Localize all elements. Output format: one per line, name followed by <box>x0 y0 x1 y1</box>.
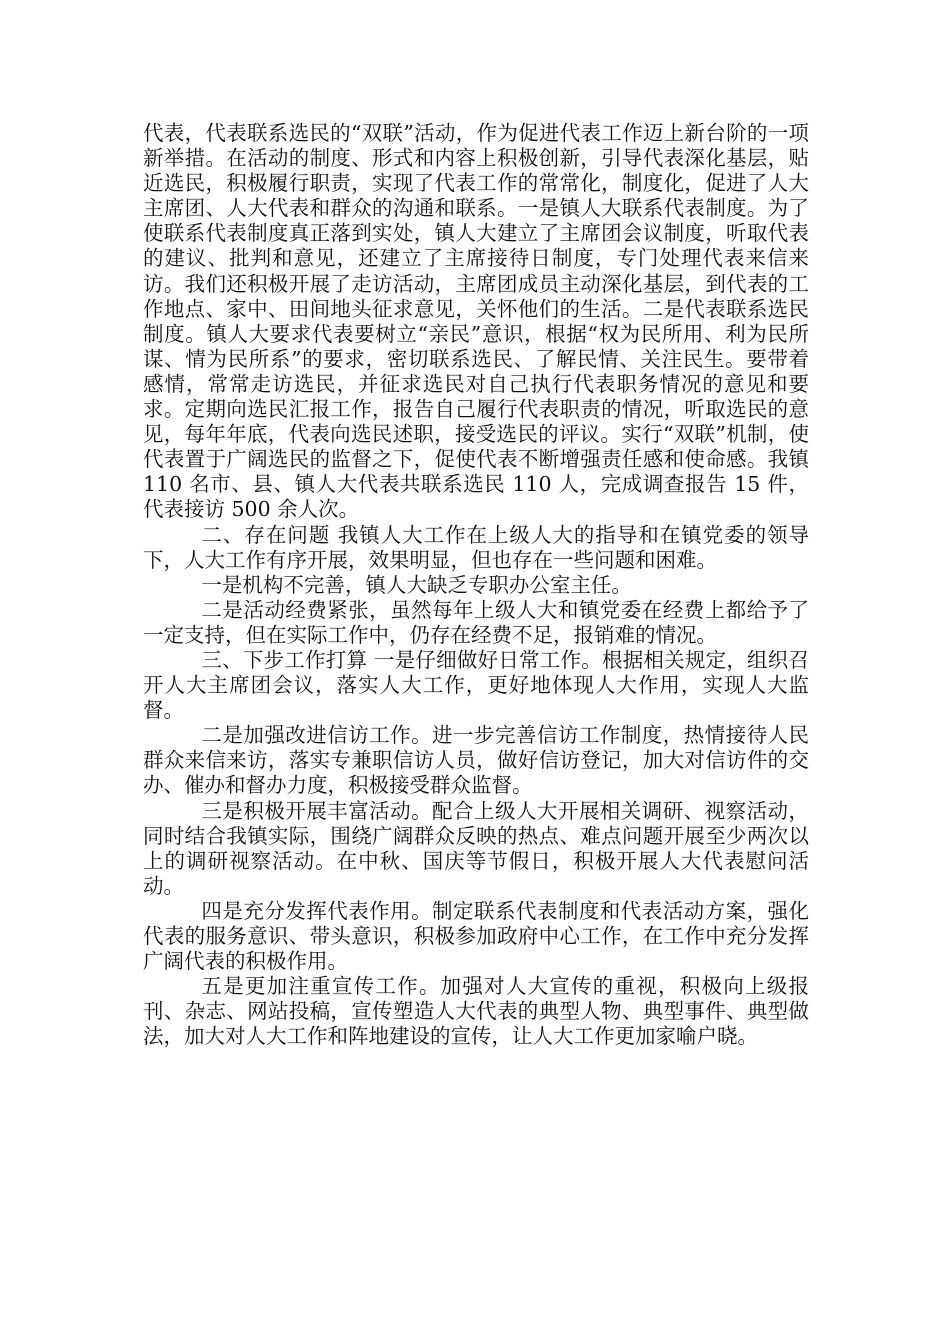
paragraph-next-steps-petitions: 二是加强改进信访工作。进一步完善信访工作制度，热情接待人民群众来信来访，落实专兼职信访人员，做好信访登记，加大对信访件的交办、催办和督办力度，积极接受群众监督。 <box>143 723 809 798</box>
paragraph-next-steps-daily-work: 三、下步工作打算 一是仔细做好日常工作。根据相关规定，组织召开人大主席团会议，落实人大工作，更好地体现人大作用，实现人大监督。 <box>143 647 809 723</box>
paragraph-existing-problems: 二、存在问题 我镇人大工作在上级人大的指导和在镇党委的领导下，人大工作有序开展，效果明显，但也存在一些问题和困难。 <box>143 522 809 572</box>
paragraph-next-steps-representatives: 四是充分发挥代表作用。制定联系代表制度和代表活动方案，强化代表的服务意识、带头意识，积极参加政府中心工作，在工作中充分发挥广阔代表的积极作用。 <box>143 898 809 974</box>
paragraph-next-steps-publicity: 五是更加注重宣传工作。加强对人大宣传的重视，积极向上级报刊、杂志、网站投稿，宣传塑造人大代表的典型人物、典型事件、典型做法，加大对人大工作和阵地建设的宣传，让人大工作更加家喻户晓。 <box>143 974 809 1049</box>
paragraph-problem-organization: 一是机构不完善，镇人大缺乏专职办公室主任。 <box>201 572 632 597</box>
paragraph-problem-funding: 二是活动经费紧张，虽然每年上级人大和镇党委在经费上都给予了一定支持，但在实际工作中，仍存在经费不足，报销难的情况。 <box>143 597 809 647</box>
document-body <box>143 121 809 1049</box>
paragraph-dual-link-activity: 代表，代表联系选民的“双联”活动，作为促进代表工作迈上新台阶的一项新举措。在活动的制度、形式和内容上积极创新，引导代表深化基层，贴近选民，积极履行职责，实现了代表工作的常常化，制度化，促进了人大主席团、人大代表和群众的沟通和联系。一是镇人大联系代表制度。为了使联系代表制度真正落到实处，镇人大建立了主席团会议制度，听取代表的建议、批判和意见，还建立了主席接待日制度，专门处理代表来信来访。我们还积极开展了走访活动，主席团成员主动深化基层，到代表的工作地点、家中、田间地头征求意见，关怀他们的生活。二是代表联系选民制度。镇人大要求代表要树立“亲民”意识，根据“权为民所用、利为民所谋、情为民所系”的要求，密切联系选民、了解民情、关注民生。要带着感情，常常走访选民，并征求选民对自己执行代表职务情况的意见和要求。定期向选民汇报工作，报告自己履行代表职责的情况，听取选民的意见，每年年底，代表向选民述职，接受选民的评议。实行“双联”机制，使代表置于广阔选民的监督之下，促使代表不断增强责任感和使命感。我镇 110 名市、县、镇人大代表共联系选民 110 人，完成调查报告 15 件，代表接访 500 余人次。 <box>143 121 809 522</box>
paragraph-next-steps-activities: 三是积极开展丰富活动。配合上级人大开展相关调研、视察活动，同时结合我镇实际，围绕广阔群众反映的热点、难点问题开展至少两次以上的调研视察活动。在中秋、国庆等节假日，积极开展人大代表慰问活动。 <box>143 798 809 898</box>
